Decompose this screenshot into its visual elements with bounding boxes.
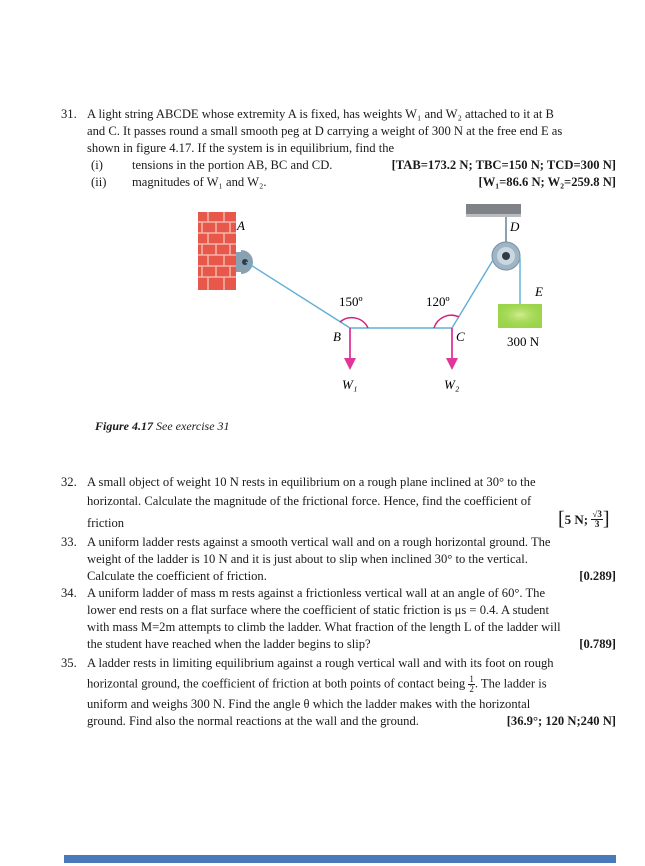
- q34-line2: lower end rests on a flat surface where the coefficient of static friction is μs = 0.4. A student: [87, 603, 549, 617]
- q34-line3: with mass M=2m attempts to climb the ladder. What fraction of the length L of the ladder will: [87, 620, 561, 634]
- q32-answer-num: √3: [592, 509, 602, 519]
- label-C: C: [456, 329, 465, 344]
- q35-line1: A ladder rests in limiting equilibrium against a rough vertical wall and with its foot on rough: [87, 656, 554, 670]
- angle-arc-B: [340, 318, 368, 328]
- figure-4-17-diagram: [180, 200, 560, 415]
- pulley-D: [492, 242, 520, 270]
- q31-item2-text: magnitudes of W₁ and W₂.: [132, 175, 267, 189]
- q35-frac-num: 1: [469, 674, 474, 684]
- q35-line2a: horizontal ground, the coefficient of friction at both points of contact being: [87, 676, 466, 691]
- angle-label-C: 120º: [426, 294, 450, 309]
- q31-number: 31.: [61, 107, 77, 121]
- q32-line1: A small object of weight 10 N rests in equilibrium on a rough plane inclined at 30° to the: [87, 475, 536, 489]
- q35-frac-den: 2: [469, 684, 474, 694]
- weight-label: 300 N: [507, 334, 540, 349]
- label-D: D: [510, 219, 520, 234]
- q32-answer-value: 5 N;: [564, 512, 589, 527]
- caption-bold: Figure 4.17: [95, 419, 154, 433]
- brick-wall: [198, 212, 236, 290]
- caption-rest: See exercise 31: [153, 419, 230, 433]
- q34-answer: [0.789]: [579, 637, 616, 651]
- q32-answer: [5 N; $\frac{√3}{3}$ ]: [558, 508, 610, 530]
- q33-line3: Calculate the coefficient of friction.: [87, 569, 267, 583]
- q31-item2-label: (ii): [91, 175, 107, 189]
- q35-line2b: . The ladder is: [474, 676, 547, 691]
- q33-answer: [0.289]: [579, 569, 616, 583]
- label-W1: W₁: [342, 377, 358, 392]
- label-B: B: [333, 329, 341, 344]
- q32-line3: friction: [87, 516, 125, 530]
- q34-number: 34.: [61, 586, 77, 600]
- q31-item1-answer: [TAB=173.2 N; TBC=150 N; TCD=300 N]: [391, 158, 616, 172]
- q31-item2-answer: [W₁=86.6 N; W₂=259.8 N]: [478, 175, 616, 189]
- q31-line1: A light string ABCDE whose extremity A is fixed, has weights W₁ and W₂ attached to it at B: [87, 107, 554, 121]
- q32-answer-den: 3: [594, 519, 600, 529]
- q32-number: 32.: [61, 475, 77, 489]
- q31-item1-label: (i): [91, 158, 103, 172]
- string: [246, 258, 520, 328]
- angle-label-B: 150º: [339, 294, 363, 309]
- q35-line4: ground. Find also the normal reactions at the wall and the ground.: [87, 714, 419, 728]
- q33-number: 33.: [61, 535, 77, 549]
- ceiling-bar: [466, 204, 521, 214]
- figure-caption: [95, 419, 230, 434]
- label-E: E: [535, 284, 543, 299]
- q34-line1: A uniform ladder of mass m rests against a frictionless vertical wall at an angle of 60°. The: [87, 586, 546, 600]
- q32-line2: horizontal. Calculate the magnitude of the frictional force. Hence, find the coefficient of: [87, 494, 532, 508]
- footer-bar: [64, 855, 616, 863]
- q35-line2: [87, 675, 547, 694]
- q35-line3: uniform and weighs 300 N. Find the angle θ which the ladder makes with the horizontal: [87, 697, 531, 711]
- q35-answer: [36.9°; 120 N;240 N]: [506, 714, 616, 728]
- q31-line2: and C. It passes round a small smooth peg at D carrying a weight of 300 N at the free end E as: [87, 124, 563, 138]
- q34-line4: the student have reached when the ladder begins to slip?: [87, 637, 371, 651]
- q31-line3: shown in figure 4.17. If the system is in equilibrium, find the: [87, 141, 395, 155]
- anchor-mount-A: [236, 250, 253, 274]
- q31-item1-text: tensions in the portion AB, BC and CD.: [132, 158, 333, 172]
- label-A: A: [237, 218, 245, 233]
- q33-line2: weight of the ladder is 10 N and it is just about to slip when inclined 30° to the vertical.: [87, 552, 528, 566]
- q33-line1: A uniform ladder rests against a smooth vertical wall and on a rough horizontal ground. The: [87, 535, 551, 549]
- arrow-W1: [344, 328, 356, 370]
- q35-number: 35.: [61, 656, 77, 670]
- label-W2: W₂: [444, 377, 460, 392]
